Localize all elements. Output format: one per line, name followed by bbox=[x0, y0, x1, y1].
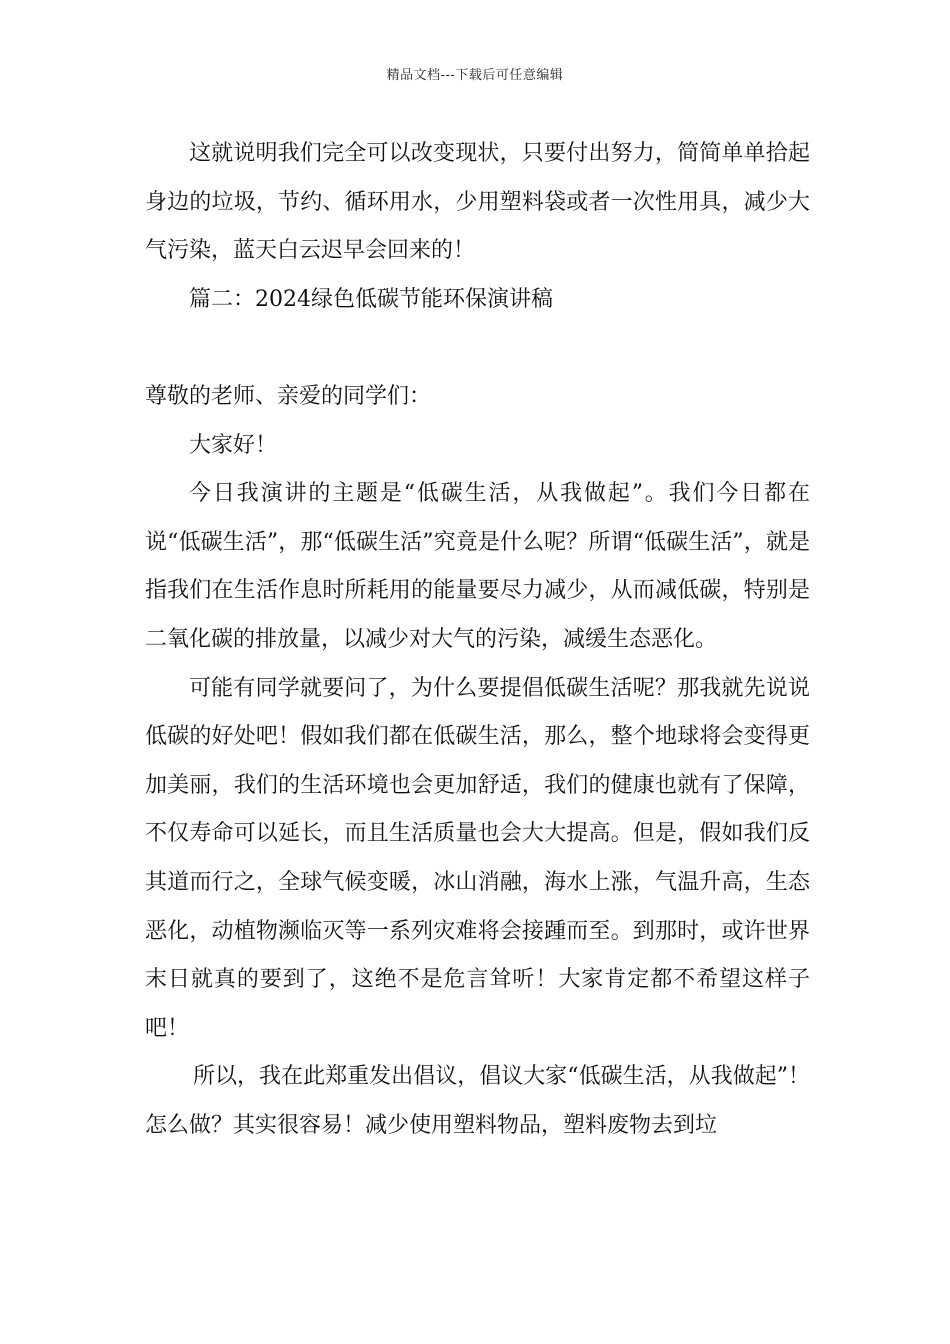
section-heading: 篇二：2024绿色低碳节能环保演讲稿 bbox=[189, 286, 553, 312]
salutation: 尊敬的老师、亲爱的同学们： bbox=[145, 383, 432, 409]
paragraph-proposal: 所以，我在此郑重发出倡议，倡议大家“低碳生活，从我做起”！怎么做？其实很容易！减少使用塑料物品，塑料废物去到垃 bbox=[145, 1064, 810, 1138]
greeting: 大家好！ bbox=[189, 432, 278, 458]
blank-line bbox=[145, 324, 810, 373]
paragraph-closing-remark: 这就说明我们完全可以改变现状，只要付出努力，简简单单拾起身边的垃圾，节约、循环用水，少用塑料袋或者一次性用具，减少大气污染，蓝天白云迟早会回来的！ bbox=[145, 141, 810, 264]
paragraph-topic: 今日我演讲的主题是“低碳生活，从我做起”。我们今日都在说“低碳生活”，那“低碳生活”究竟是什么呢？所谓“低碳生活”，就是指我们在生活作息时所耗用的能量要尽力减少，从而减低碳，特别是二氧化碳的排放量，以减少对大气的污染，减缓生态恶化。 bbox=[145, 481, 810, 652]
paragraph-benefits: 可能有同学就要问了，为什么要提倡低碳生活呢？那我就先说说低碳的好处吧！假如我们都在低碳生活，那么，整个地球将会变得更加美丽，我们的生活环境也会更加舒适，我们的健康也就有了保障，不仅寿命可以延长，而且生活质量也会大大提高。但是，假如我们反其道而行之，全球气候变暖，冰山消融，海水上涨，气温升高，生态恶化，动植物濒临灭等一系列灾难将会接踵而至。到那时，或许世界末日就真的要到了，这绝不是危言耸听！大家肯定都不希望这样子吧！ bbox=[145, 675, 810, 1041]
page-header: 精品文档---下载后可任意编辑 bbox=[386, 68, 564, 83]
document-body bbox=[145, 130, 810, 1150]
